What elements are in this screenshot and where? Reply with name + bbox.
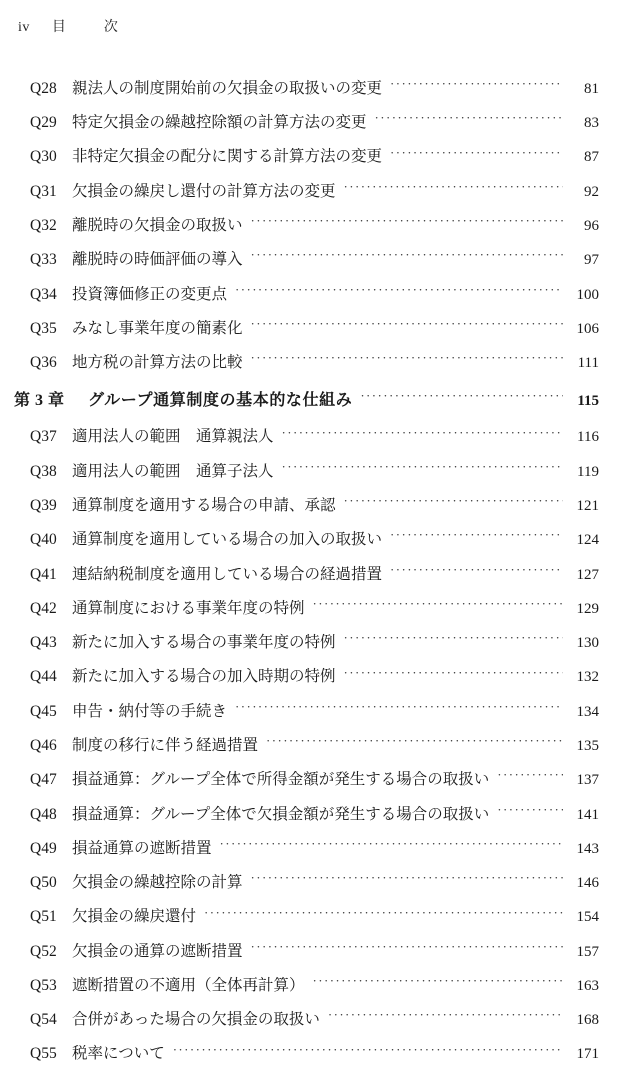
entry-title: 欠損金の繰越控除の計算 [72,874,243,892]
entry-title: グループ通算制度の基本的な仕組み [88,391,353,409]
dot-leader [390,77,563,93]
question-number: Q37 [30,428,57,446]
toc-entry-row[interactable] [14,173,599,207]
entry-title: 離脱時の時価評価の導入 [72,251,243,269]
question-number: Q51 [30,908,57,926]
dot-leader [220,837,563,853]
dot-leader [313,597,563,613]
page-number: 163 [576,977,599,994]
page-number: 127 [576,566,599,583]
page-number: 135 [576,737,599,754]
dot-leader [251,352,563,368]
dot-leader [313,974,563,990]
entry-title: 損益通算：グループ全体で所得金額が発生する場合の取扱い [72,771,490,789]
page-number: 143 [576,840,599,857]
question-number: Q54 [30,1011,57,1029]
page-number: 141 [576,806,599,823]
question-number: Q44 [30,668,57,686]
question-number: Q32 [30,217,57,235]
entry-title: 欠損金の繰戻還付 [72,908,197,926]
toc-entry-row[interactable] [14,727,599,761]
toc-entry-row[interactable] [14,419,599,453]
question-number: Q30 [30,148,57,166]
question-number: Q39 [30,496,57,514]
question-number: Q33 [30,251,57,269]
toc-entry-row[interactable] [14,830,599,864]
toc-entry-row[interactable] [14,659,599,693]
question-number: Q36 [30,354,57,372]
entry-title: 適用法人の範囲 通算親法人 [72,428,274,446]
page-number: 129 [576,600,599,617]
toc-entry-row[interactable] [14,590,599,624]
entry-title: 合併があった場合の欠損金の取扱い [72,1011,320,1029]
page-number: 119 [577,463,599,480]
toc-entry-row[interactable] [14,898,599,932]
entry-title: 制度の移行に伴う経過措置 [72,736,259,754]
toc-entry-row[interactable] [14,310,599,344]
toc-entry-row[interactable] [14,453,599,487]
question-number: Q40 [30,531,57,549]
table-of-contents [0,70,621,1070]
toc-chapter-row[interactable] [14,379,599,419]
toc-entry-row[interactable] [14,967,599,1001]
page-number: 154 [576,909,599,926]
toc-entry-row[interactable] [14,241,599,275]
entry-title: 新たに加入する場合の事業年度の特例 [72,634,336,652]
page-number: 100 [576,286,599,303]
toc-entry-row[interactable] [14,796,599,830]
chapter-label: 第 3 章 [14,391,65,409]
question-number: Q28 [30,79,57,97]
question-number: Q42 [30,599,57,617]
toc-entry-row[interactable] [14,207,599,241]
question-number: Q34 [30,285,57,303]
page-number: 132 [576,669,599,686]
dot-leader [251,872,563,888]
entry-title: 新たに加入する場合の加入時期の特例 [72,668,336,686]
question-number: Q29 [30,114,57,132]
question-number: Q47 [30,771,57,789]
entry-title: 地方税の計算方法の比較 [72,354,243,372]
toc-entry-row[interactable] [14,521,599,555]
dot-leader [328,1009,563,1025]
question-number: Q45 [30,702,57,720]
question-number: Q49 [30,839,57,857]
question-number: Q46 [30,736,57,754]
running-head-title: 目 次 [51,20,130,35]
toc-entry-row[interactable] [14,864,599,898]
dot-leader [173,1043,563,1059]
toc-entry-row[interactable] [14,139,599,173]
entry-title: 欠損金の通算の遮断措置 [72,942,243,960]
entry-title: 損益通算：グループ全体で欠損金額が発生する場合の取扱い [72,805,490,823]
page-number: 146 [576,875,599,892]
page-number: 130 [576,635,599,652]
page-number: 106 [576,320,599,337]
dot-leader [235,283,563,299]
toc-entry-row[interactable] [14,1036,599,1070]
page-number: 111 [577,355,599,372]
toc-entry-row[interactable] [14,344,599,378]
entry-title: 特定欠損金の繰越控除額の計算方法の変更 [72,114,367,132]
entry-title: 税率について [72,1045,165,1063]
toc-entry-row[interactable] [14,104,599,138]
question-number: Q50 [30,874,57,892]
dot-leader [390,146,563,162]
entry-title: 申告・納付等の手続き [72,702,228,720]
dot-leader [251,940,563,956]
dot-leader [375,112,563,128]
toc-entry-row[interactable] [14,556,599,590]
toc-entry-row[interactable] [14,693,599,727]
toc-entry-row[interactable] [14,933,599,967]
page-number: 171 [576,1046,599,1063]
dot-leader [344,632,563,648]
dot-leader [344,666,563,682]
page-number: 137 [576,772,599,789]
dot-leader [390,563,563,579]
entry-title: 離脱時の欠損金の取扱い [72,217,243,235]
question-number: Q55 [30,1045,57,1063]
entry-title: 損益通算の遮断措置 [72,839,212,857]
page-number: 92 [584,183,599,200]
toc-entry-row[interactable] [14,624,599,658]
folio-number: iv [18,20,30,35]
running-head [0,0,621,36]
question-number: Q38 [30,462,57,480]
dot-leader [251,249,563,265]
dot-leader [282,460,563,476]
page-number: 115 [577,392,599,409]
dot-leader [344,494,563,510]
page-number: 168 [576,1012,599,1029]
question-number: Q31 [30,182,57,200]
question-number: Q52 [30,942,57,960]
dot-leader [360,389,563,405]
toc-entry-row[interactable] [14,70,599,104]
toc-entry-row[interactable] [14,487,599,521]
dot-leader [497,769,563,785]
toc-entry-row[interactable] [14,1001,599,1035]
entry-title: 親法人の制度開始前の欠損金の取扱いの変更 [72,79,383,97]
page-number: 87 [584,149,599,166]
page-number: 134 [576,703,599,720]
page-number: 157 [576,943,599,960]
dot-leader [390,529,563,545]
question-number: Q41 [30,565,57,583]
page-number: 97 [584,252,599,269]
question-number: Q43 [30,634,57,652]
dot-leader [344,180,563,196]
entry-title: 適用法人の範囲 通算子法人 [72,462,274,480]
page-number: 83 [584,115,599,132]
dot-leader [235,700,563,716]
entry-title: 欠損金の繰戻し還付の計算方法の変更 [72,182,336,200]
entry-title: 通算制度を適用している場合の加入の取扱い [72,531,383,549]
page-number: 81 [584,80,599,97]
entry-title: 通算制度を適用する場合の申請、承認 [72,496,336,514]
entry-title: 遮断措置の不適用（全体再計算） [72,976,305,994]
question-number: Q53 [30,976,57,994]
page-number: 116 [577,429,599,446]
dot-leader [251,317,563,333]
question-number: Q35 [30,319,57,337]
toc-entry-row[interactable] [14,761,599,795]
entry-title: みなし事業年度の簡素化 [72,319,243,337]
toc-entry-row[interactable] [14,276,599,310]
entry-title: 通算制度における事業年度の特例 [72,599,305,617]
dot-leader [497,803,563,819]
entry-title: 連結納税制度を適用している場合の経過措置 [72,565,383,583]
question-number: Q48 [30,805,57,823]
dot-leader [282,426,563,442]
dot-leader [204,906,563,922]
entry-title: 投資簿価修正の変更点 [72,285,228,303]
page-number: 121 [576,497,599,514]
page-number: 96 [584,218,599,235]
dot-leader [251,215,563,231]
entry-title: 非特定欠損金の配分に関する計算方法の変更 [72,148,383,166]
dot-leader [266,734,563,750]
page-number: 124 [576,532,599,549]
